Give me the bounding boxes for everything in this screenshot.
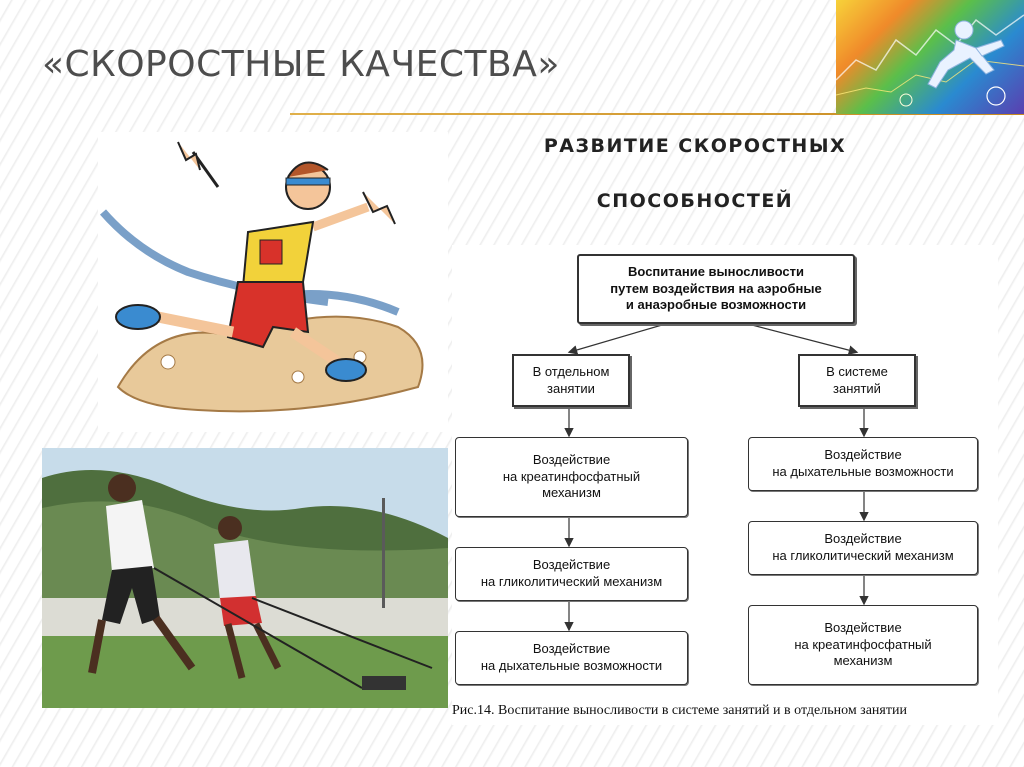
scheme-caption: Рис.14. Воспитание выносливости в системе занятий и в отдельном занятии — [452, 703, 907, 718]
scheme-left-head: В отдельном занятии — [512, 354, 630, 407]
scheme-left-step-2: Воздействие на гликолитический механизм — [455, 547, 688, 601]
cartoon-runner-image — [98, 132, 448, 432]
scheme-right-step-3: Воздействие на креатинфосфатный механизм — [748, 605, 978, 685]
scheme-left-step-3: Воздействие на дыхательные возможности — [455, 631, 688, 685]
endurance-scheme — [452, 245, 998, 725]
scheme-right-step-2: Воздействие на гликолитический механизм — [748, 521, 978, 575]
scheme-right-step-1: Воздействие на дыхательные возможности — [748, 437, 978, 491]
slide-title: «СКОРОСТНЫЕ КАЧЕСТВА» — [42, 44, 560, 85]
scheme-left-step-1: Воздействие на креатинфосфатный механизм — [455, 437, 688, 517]
subtitle-line-1: РАЗВИТИЕ СКОРОСТНЫХ — [543, 135, 847, 157]
subtitle-line-2: СПОСОБНОСТЕЙ — [596, 190, 794, 212]
scheme-right-head: В системе занятий — [798, 354, 916, 407]
scheme-root-box: Воспитание выносливости путем воздействия на аэробные и анаэробные возможности — [577, 254, 855, 324]
training-photo — [42, 448, 448, 708]
corner-runner-image — [836, 0, 1024, 114]
